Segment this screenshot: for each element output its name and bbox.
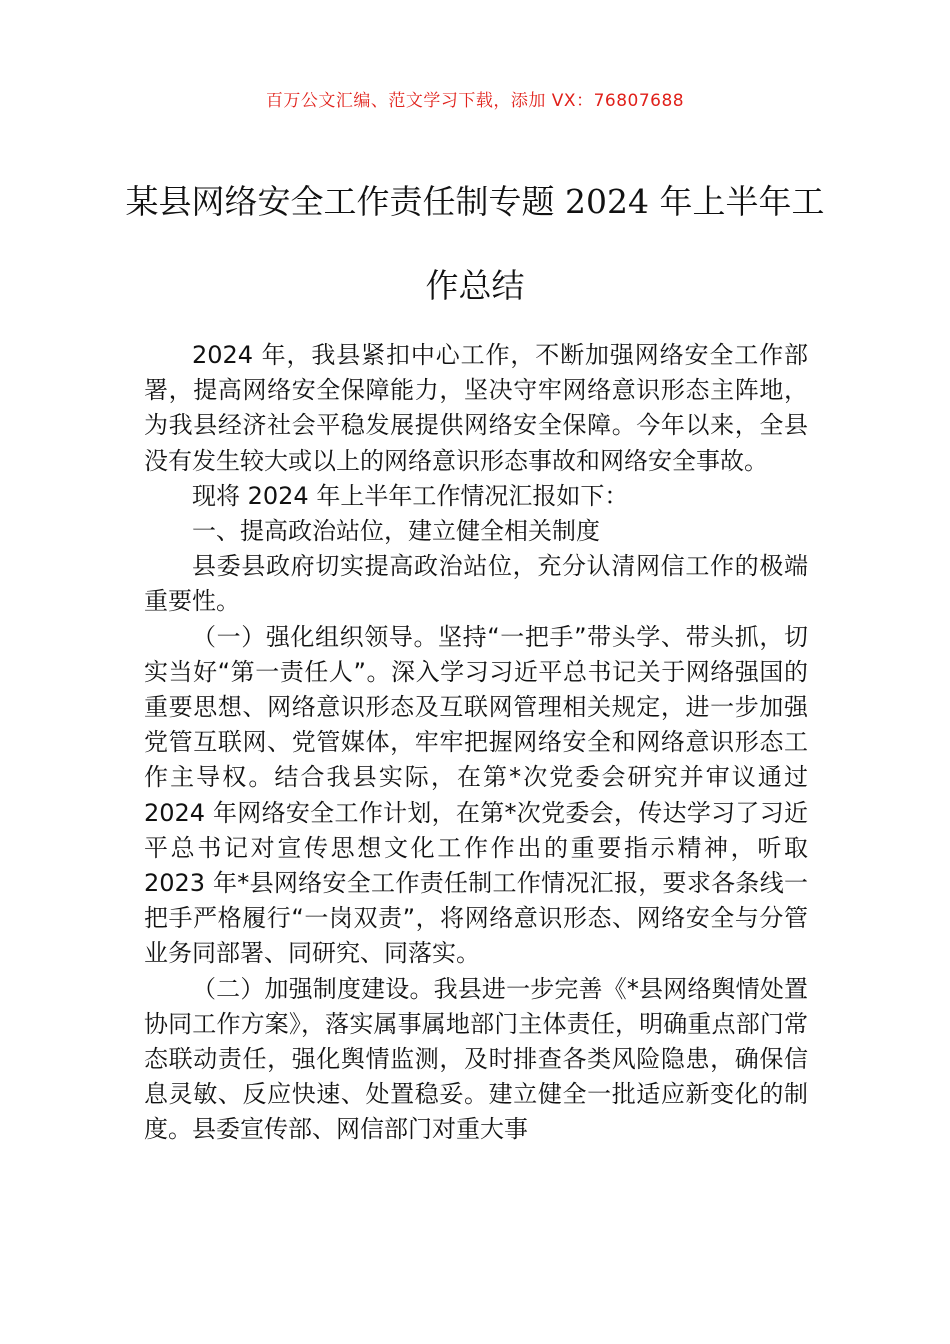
document-body bbox=[144, 338, 808, 1148]
document-title: 某县网络安全工作责任制专题 2024 年上半年工作总结 bbox=[125, 182, 825, 305]
paragraph: （二）加强制度建设。我县进一步完善《*县网络舆情处置协同工作方案》，落实属事属地部门主体责任，明确重点部门常态联动责任，强化舆情监测，及时排查各类风险隐患，确保信息灵敏、反应快速、处置稳妥。建立健全一批适应新变化的制度。县委宣传部、网信部门对重大事 bbox=[144, 974, 808, 1144]
paragraph: （一）强化组织领导。坚持“一把手”带头学、带头抓，切实当好“第一责任人”。深入学习习近平总书记关于网络强国的重要思想、网络意识形态及互联网管理相关规定，进一步加强党管互联网、党管媒体，牢牢把握网络安全和网络意识形态工作主导权。结合我县实际，在第*次党委会研究并审议通过 2024 年网络安全工作计划，在第*次党委会，传达学习了习近平总书记对宣传思想文化工作作出的重要指示精神，听取 2023 年*县网络安全工作责任制工作情况汇报，要求各条线一把手严格履行“一岗双责”，将网络意识形态、网络安全与分管业务同部署、同研究、同落实。 bbox=[144, 622, 808, 968]
header-note: 百万公文汇编、范文学习下载，添加 VX：76807688 bbox=[265, 91, 685, 111]
paragraph: 现将 2024 年上半年工作情况汇报如下： bbox=[192, 481, 629, 510]
section-heading: 一、提高政治站位，建立健全相关制度 bbox=[192, 517, 600, 546]
paragraph: 2024 年，我县紧扣中心工作，不断加强网络安全工作部署，提高网络安全保障能力，坚决守牢网络意识形态主阵地，为我县经济社会平稳发展提供网络安全保障。今年以来，全县没有发生较大或以上的网络意识形态事故和网络安全事故。 bbox=[144, 341, 808, 475]
paragraph: 县委县政府切实提高政治站位，充分认清网信工作的极端重要性。 bbox=[144, 552, 808, 616]
